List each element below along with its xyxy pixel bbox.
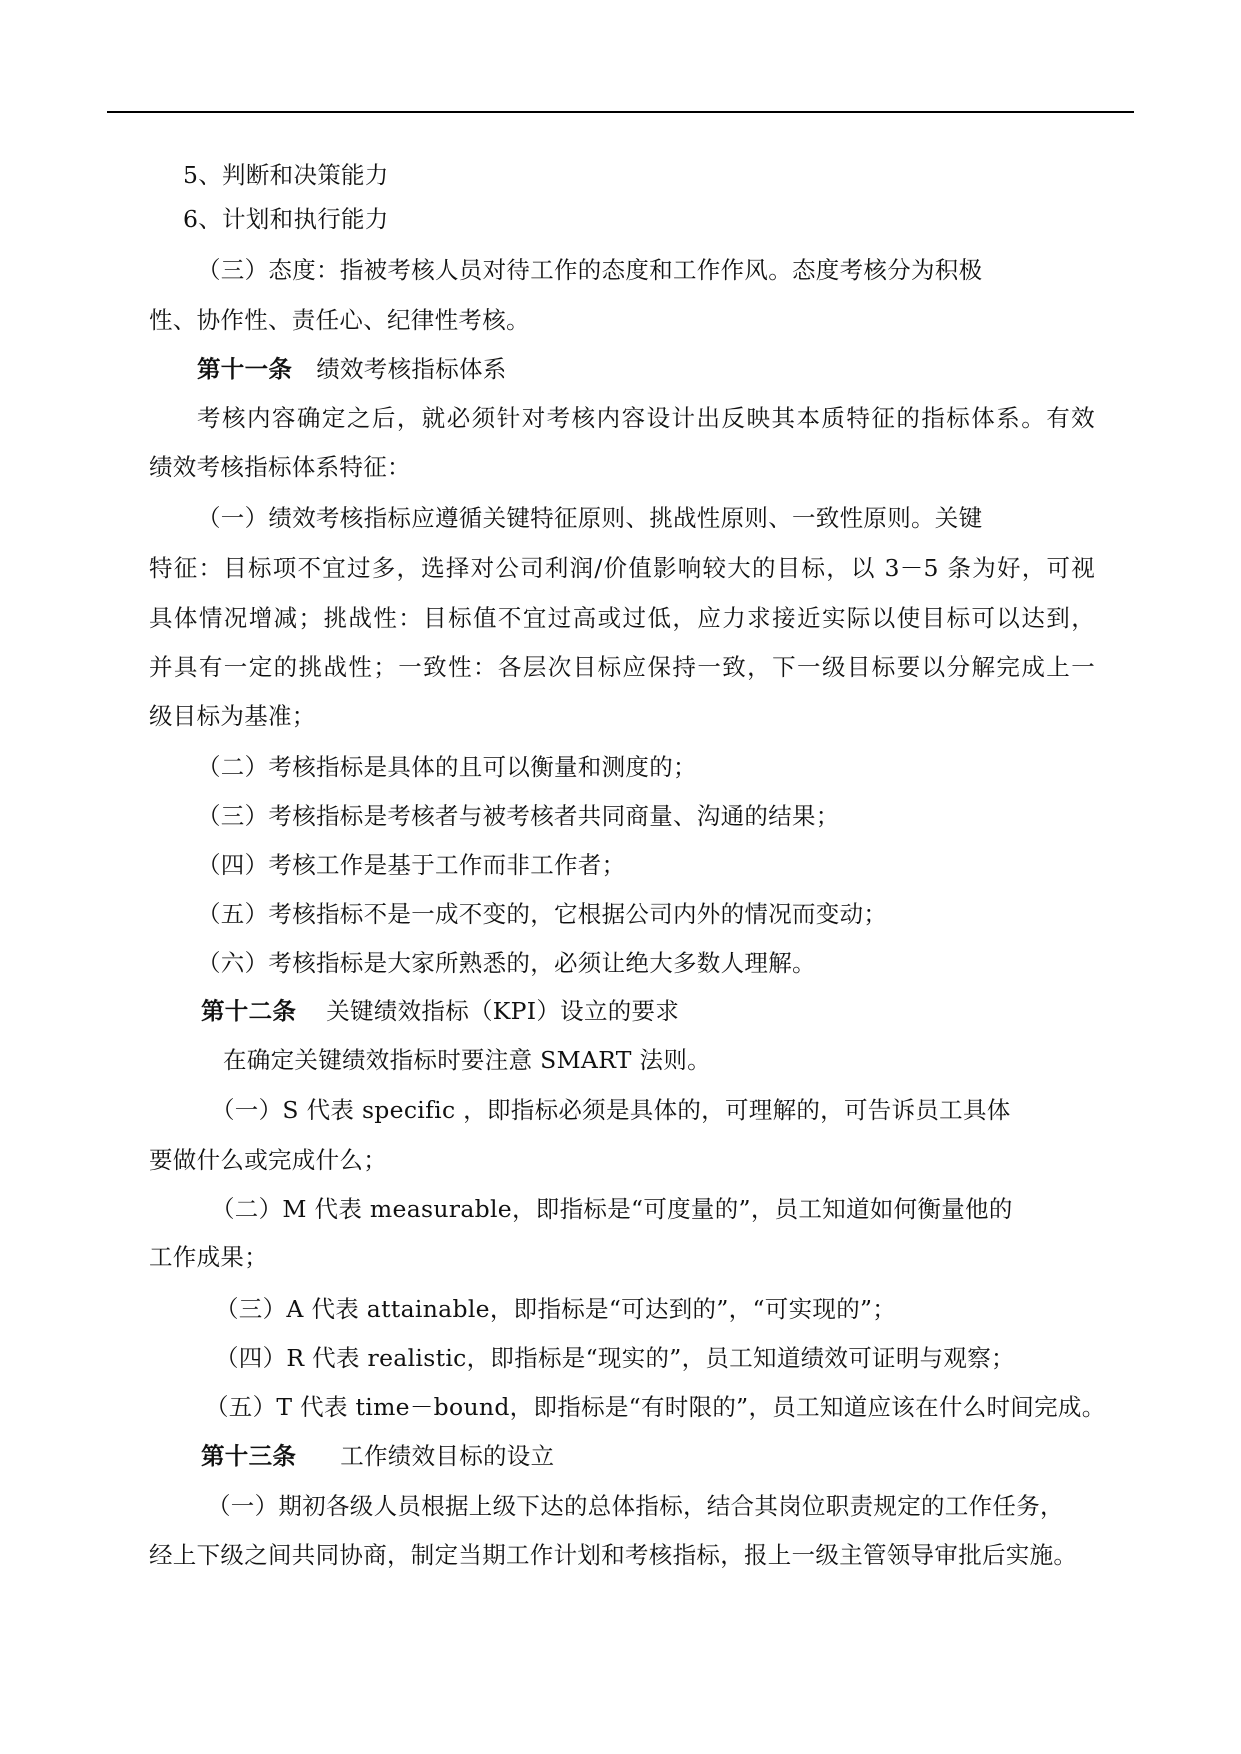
article-title: 绩效考核指标体系 xyxy=(316,355,507,383)
list-item: 5、判断和决策能力 xyxy=(183,161,389,189)
paragraph-line: （三）态度：指被考核人员对待工作的态度和工作作风。态度考核分为积极 xyxy=(197,256,983,284)
paragraph-line: 具体情况增减；挑战性：目标值不宜过高或过低，应力求接近实际以使目标可以达到， xyxy=(149,604,1095,632)
article-number: 第十一条 xyxy=(197,355,293,383)
paragraph-line: 考核内容确定之后，就必须针对考核内容设计出反映其本质特征的指标体系。有效 xyxy=(197,404,1095,432)
article-heading xyxy=(197,354,507,384)
paragraph-line: 在确定关键绩效指标时要注意 SMART 法则。 xyxy=(223,1046,711,1074)
list-item: （五）考核指标不是一成不变的，它根据公司内外的情况而变动； xyxy=(197,900,888,928)
article-number: 第十二条 xyxy=(201,997,297,1025)
header-rule xyxy=(107,111,1134,113)
paragraph-line: （一）绩效考核指标应遵循关键特征原则、挑战性原则、一致性原则。关键 xyxy=(197,504,983,532)
paragraph-line: 工作成果； xyxy=(149,1243,268,1271)
list-item: （四）考核工作是基于工作而非工作者； xyxy=(197,851,626,879)
list-item: （一）S 代表 specific ，即指标必须是具体的，可理解的，可告诉员工具体 xyxy=(211,1096,1011,1124)
list-item: （六）考核指标是大家所熟悉的，必须让绝大多数人理解。 xyxy=(197,949,816,977)
article-number: 第十三条 xyxy=(201,1442,297,1470)
article-heading xyxy=(201,1441,554,1471)
list-item: （二）M 代表 measurable，即指标是“可度量的”，员工知道如何衡量他的 xyxy=(211,1195,1013,1223)
list-item: （五）T 代表 time－bound，即指标是“有时限的”，员工知道应该在什么时间完成。 xyxy=(205,1393,1106,1421)
paragraph-line: 绩效考核指标体系特征： xyxy=(149,453,411,481)
paragraph-line: 并具有一定的挑战性；一致性：各层次目标应保持一致，下一级目标要以分解完成上一 xyxy=(149,653,1095,681)
list-item: （二）考核指标是具体的且可以衡量和测度的； xyxy=(197,753,697,781)
list-item: （四）R 代表 realistic，即指标是“现实的”，员工知道绩效可证明与观察； xyxy=(215,1344,1015,1372)
paragraph-line: 性、协作性、责任心、纪律性考核。 xyxy=(149,306,530,334)
paragraph-line: 经上下级之间共同协商，制定当期工作计划和考核指标，报上一级主管领导审批后实施。 xyxy=(149,1541,1078,1569)
article-heading xyxy=(201,996,679,1026)
paragraph-line: 特征：目标项不宜过多，选择对公司利润/价值影响较大的目标，以 3－5 条为好，可视 xyxy=(149,554,1095,582)
list-item: 6、计划和执行能力 xyxy=(183,205,389,233)
paragraph-line: 级目标为基准； xyxy=(149,702,316,730)
list-item: （三）A 代表 attainable，即指标是“可达到的”，“可实现的”； xyxy=(215,1295,897,1323)
list-item: （一）期初各级人员根据上级下达的总体指标，结合其岗位职责规定的工作任务， xyxy=(207,1492,1064,1520)
list-item: （三）考核指标是考核者与被考核者共同商量、沟通的结果； xyxy=(197,802,840,830)
paragraph-line: 要做什么或完成什么； xyxy=(149,1146,387,1174)
article-title: 关键绩效指标（KPI）设立的要求 xyxy=(326,997,680,1025)
article-title: 工作绩效目标的设立 xyxy=(340,1442,555,1470)
